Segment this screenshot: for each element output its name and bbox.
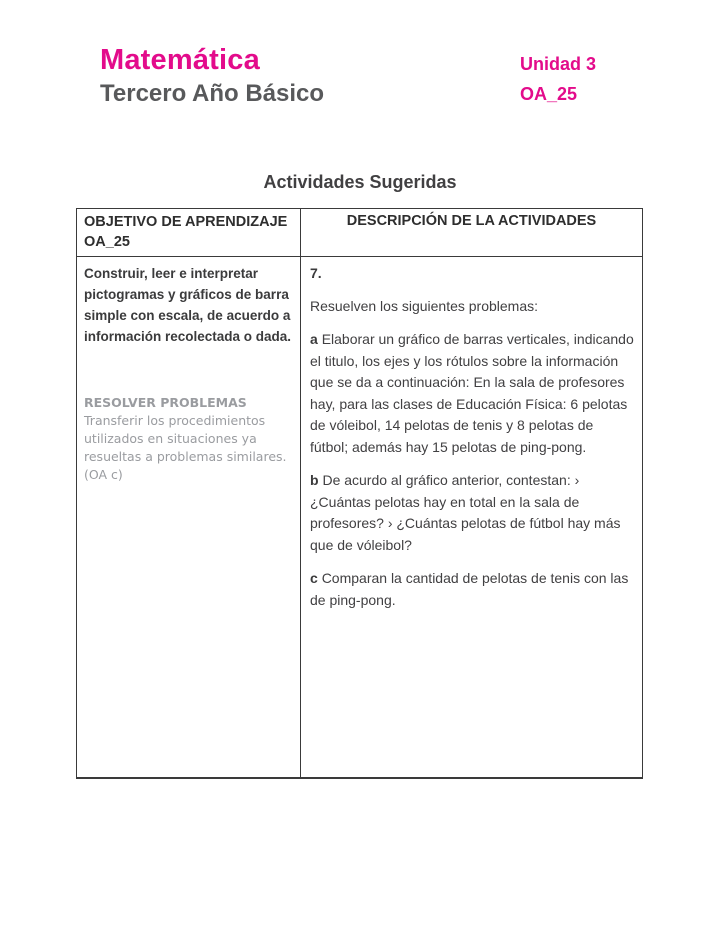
column-header-description: DESCRIPCIÓN DE LA ACTIVIDADES <box>301 209 643 257</box>
activity-item-a-text: Elaborar un gráfico de barras verticales, indicando el titulo, los ejes y los rótulos sobre la información que se da a continuación: En la sala de profesores hay, para las clases de Educación Física: 6 pelotas de vóleibol, 14 pelotas de tenis y 8 pelotas de fútbol; además hay 15 pelotas de ping-pong. <box>310 331 634 455</box>
activity-item-b <box>310 470 634 556</box>
activity-item-c-label: c <box>310 570 318 587</box>
objective-cell <box>77 257 301 778</box>
activity-number: 7. <box>310 265 322 282</box>
table-header-row <box>77 209 643 257</box>
objective-text: Construir, leer e interpretar pictogramas y gráficos de barra simple con escala, de acuerdo a información recolectada o dada. <box>84 266 292 345</box>
activity-item-a-label: a <box>310 331 318 348</box>
table-body-row <box>77 257 643 778</box>
oa-code-label: OA_25 <box>520 84 578 104</box>
description-cell <box>301 257 643 778</box>
activity-item-a <box>310 329 634 458</box>
activity-item-b-text: De acurdo al gráfico anterior, contestan: › ¿Cuántas pelotas hay en total en la sala de profesores? › ¿Cuántas pelotas de fútbol hay más que de vóleibol? <box>310 472 621 553</box>
column-header-objective: OBJETIVO DE APRENDIZAJE OA_25 <box>77 209 301 257</box>
skill-oa-reference: (OA c) <box>84 467 123 483</box>
activities-table <box>76 208 643 779</box>
skill-description: Transferir los procedimientos utilizados en situaciones ya resueltas a problemas similares. <box>84 413 287 465</box>
section-title: Actividades Sugeridas <box>263 172 457 192</box>
grade-subtitle: Tercero Año Básico <box>100 80 325 107</box>
activity-intro: Resuelven los siguientes problemas: <box>310 298 539 315</box>
subject-title: Matemática <box>100 44 260 76</box>
activity-item-c <box>310 568 634 611</box>
skill-block <box>84 394 295 484</box>
skill-title: RESOLVER PROBLEMAS <box>84 395 247 411</box>
unit-label: Unidad 3 <box>520 54 597 74</box>
activity-item-c-text: Comparan la cantidad de pelotas de tenis con las de ping-pong. <box>310 570 629 608</box>
activity-item-b-label: b <box>310 472 319 489</box>
